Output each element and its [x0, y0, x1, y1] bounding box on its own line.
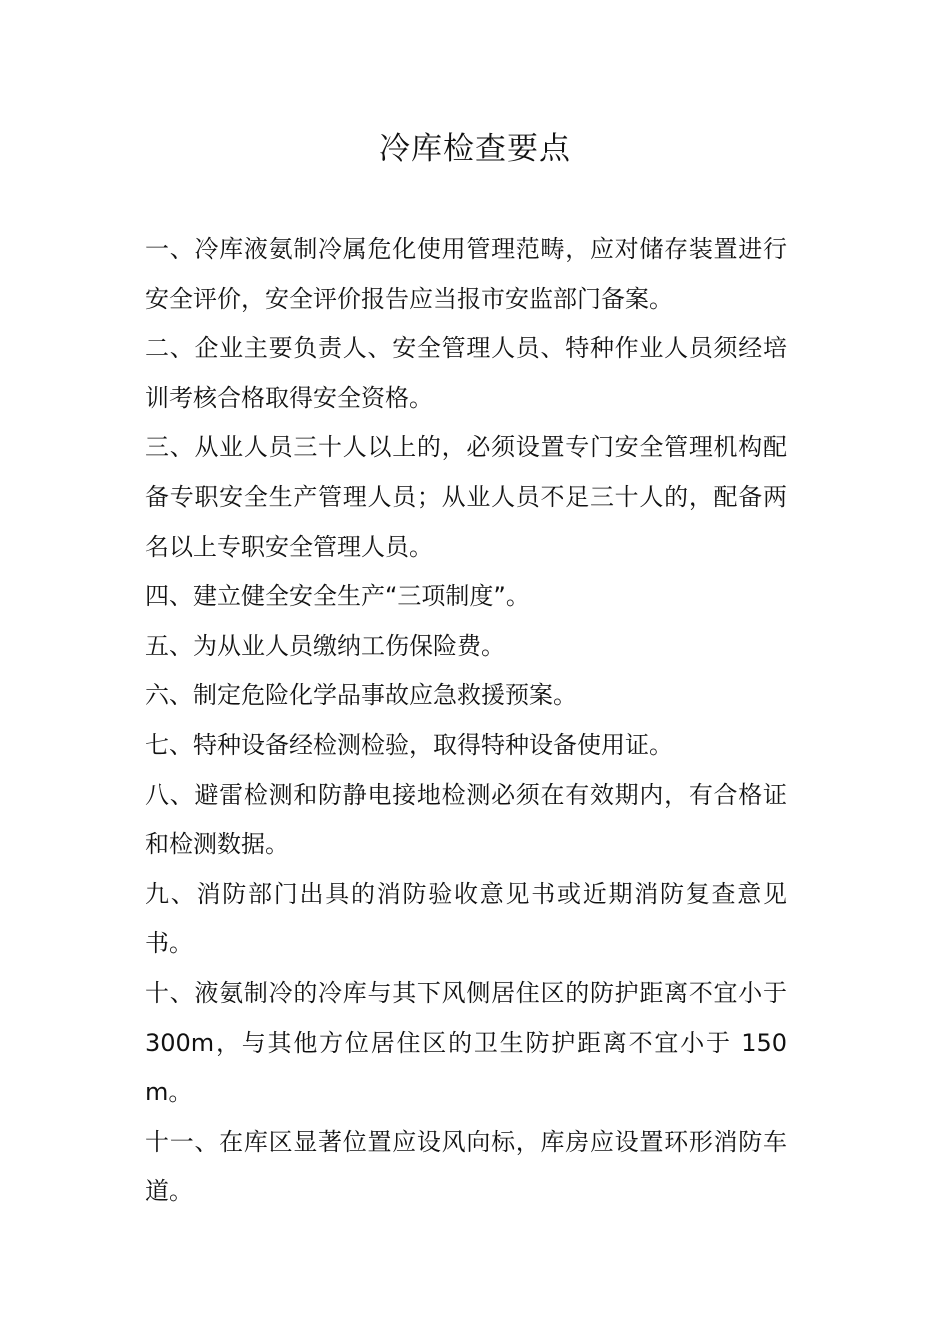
list-item-5: 五、为从业人员缴纳工伤保险费。: [145, 631, 505, 660]
document-title: 冷库检查要点: [379, 131, 571, 167]
document-body: [145, 225, 787, 1217]
list-item-7: 七、特种设备经检测检验，取得特种设备使用证。: [145, 730, 673, 759]
list-item-4: 四、建立健全安全生产“三项制度”。: [145, 582, 530, 611]
list-item-3: 三、从业人员三十人以上的，必须设置专门安全管理机构配备专职安全生产管理人员；从业人员不足三十人的，配备两名以上专职安全管理人员。: [145, 433, 787, 561]
list-item-1: 一、冷库液氨制冷属危化使用管理范畴，应对储存装置进行安全评价，安全评价报告应当报市安监部门备案。: [145, 235, 787, 313]
list-item-2: 二、企业主要负责人、安全管理人员、特种作业人员须经培训考核合格取得安全资格。: [145, 334, 787, 412]
list-item-11: 十一、在库区显著位置应设风向标，库房应设置环形消防车道。: [145, 1127, 787, 1206]
list-item-9: 九、消防部门出具的消防验收意见书或近期消防复查意见书。: [145, 879, 787, 958]
list-item-10: 十、液氨制冷的冷库与其下风侧居住区的防护距离不宜小于 300m，与其他方位居住区的卫生防护距离不宜小于 150m。: [145, 978, 787, 1107]
list-item-8: 八、避雷检测和防静电接地检测必须在有效期内，有合格证和检测数据。: [145, 780, 787, 859]
list-item-6: 六、制定危险化学品事故应急救援预案。: [145, 681, 577, 710]
